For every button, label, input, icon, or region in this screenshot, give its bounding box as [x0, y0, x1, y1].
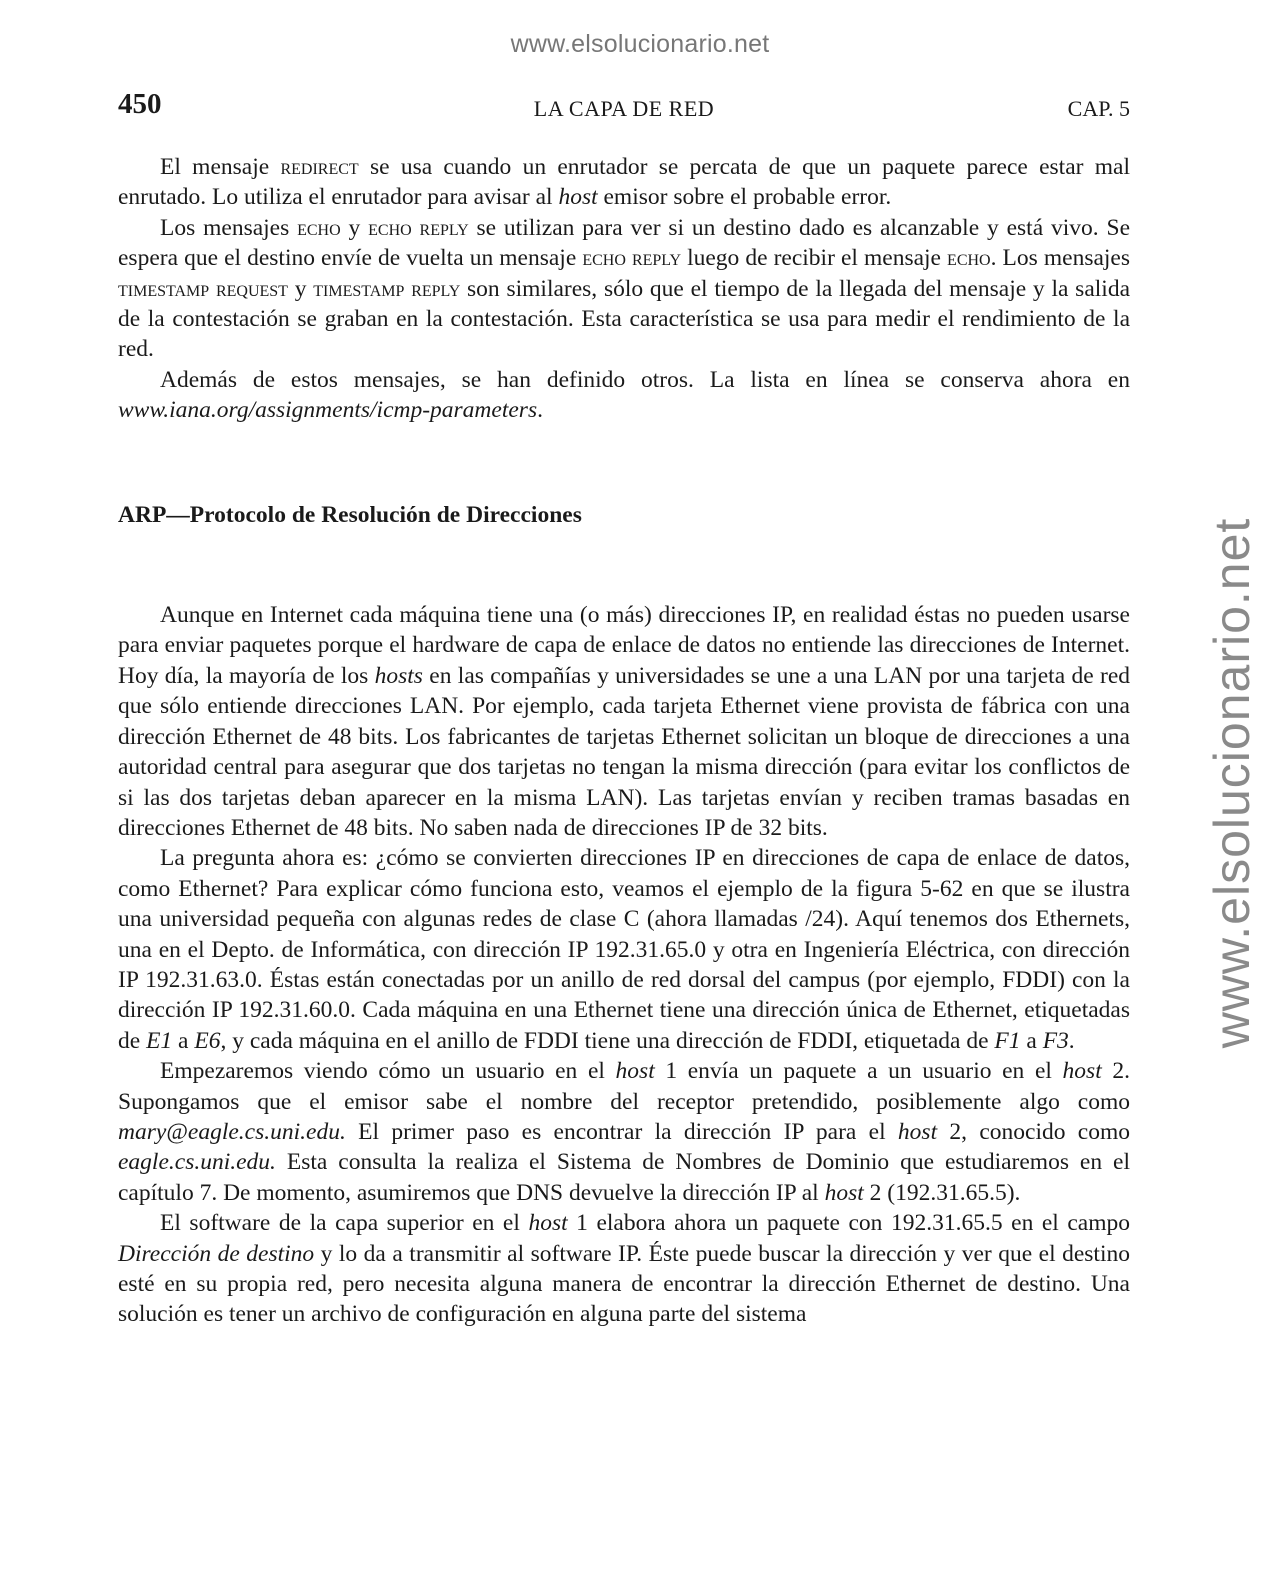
small-caps-term: timestamp request	[118, 275, 288, 302]
text-run: y lo da a transmitir al software IP. Éste puede buscar la dirección y ver que el destino esté en su propia red, pero necesita alguna manera de encontrar la dirección Ethernet de destino. Una solución es tener un archivo de configuración en alguna parte del sistema	[118, 1240, 1130, 1328]
text-run: Esta consulta la realiza el Sistema de Nombres de Dominio que estudiaremos en el capítulo 7. De momento, asumiremos que DNS devuelve la dirección IP al	[118, 1149, 1130, 1206]
text-run: El mensaje	[160, 154, 281, 180]
paragraph-arp-software	[118, 1208, 1130, 1330]
paragraph-other-messages	[118, 365, 1130, 426]
spacer	[118, 426, 1130, 500]
paragraph-echo	[118, 213, 1130, 365]
paragraph-arp-question	[118, 843, 1130, 1056]
watermark-top: www.elsolucionario.net	[510, 30, 770, 58]
italic-url: www.iana.org/assignments/icmp-parameters	[118, 397, 538, 424]
section-heading: ARP—Protocolo de Resolución de Direcciones	[118, 501, 582, 528]
text-run: 2. Supongamos que el emisor sabe el nombre del receptor pretendido, posiblemente algo como	[118, 1058, 1130, 1115]
paragraph-redirect	[118, 152, 1130, 213]
text-run: . Los mensajes	[990, 245, 1130, 272]
watermark-side: www.elsolucionario.net	[1204, 517, 1260, 1049]
italic-term: host	[1062, 1058, 1102, 1085]
italic-term: Dirección de destino	[118, 1240, 315, 1267]
small-caps-term: echo reply	[582, 245, 682, 272]
chapter-reference: CAP. 5	[1067, 96, 1130, 121]
text-run: se usa cuando un enrutador se percata de que un paquete parece estar mal enrutado. Lo utiliza el enrutador para avisar al	[118, 154, 1130, 211]
running-title: LA CAPA DE RED	[533, 96, 715, 121]
italic-term: eagle.cs.uni.edu.	[118, 1149, 276, 1176]
small-caps-term: echo reply	[368, 214, 469, 241]
text-run: emisor sobre el probable error.	[597, 184, 892, 211]
text-run: a	[1020, 1027, 1043, 1054]
spacer	[118, 530, 1130, 600]
italic-term: host	[897, 1118, 938, 1145]
text-run: Los mensajes	[160, 214, 298, 241]
italic-term: mary@eagle.cs.uni.edu.	[118, 1118, 346, 1145]
italic-term: host	[558, 184, 598, 211]
italic-term: host	[615, 1058, 655, 1085]
text-run: .	[537, 397, 543, 424]
page-body	[118, 152, 1130, 1330]
small-caps-term: timestamp reply	[313, 275, 461, 302]
text-run: 2, conocido como	[937, 1118, 1131, 1145]
text-run: Aunque en Internet cada máquina tiene una (o más) direcciones IP, en realidad éstas no pueden usarse para enviar paquetes porque el hardware de capa de enlace de datos no entiende las direcciones de Internet. Hoy día, la mayoría de los	[118, 602, 1130, 689]
italic-term: host	[528, 1210, 568, 1237]
small-caps-term: echo	[947, 245, 991, 272]
text-run: son similares, sólo que el tiempo de la llegada del mensaje y la salida de la contestación se graban en la contestación. Esta característica se usa para medir el rendimiento de la red.	[118, 275, 1130, 363]
text-run: luego de recibir el mensaje	[681, 245, 948, 272]
text-run: 1 elabora ahora un paquete con 192.31.65.5 en el campo	[567, 1210, 1130, 1237]
text-run: a	[172, 1027, 195, 1054]
text-run: La pregunta ahora es: ¿cómo se convierten direcciones IP en direcciones de capa de enlace de datos, como Ethernet? Para explicar cómo funciona esto, veamos el ejemplo de la figura 5-62 en que se ilustra una universidad pequeña con algunas redes de clase C (ahora llamadas /24). Aquí tenemos dos Ethernets, una en el Depto. de Informática, con dirección IP 192.31.65.0 y otra en Ingeniería Eléctrica, con dirección IP 192.31.63.0. Éstas están conectadas por un anillo de red dorsal del campus (por ejemplo, FDDI) con la dirección IP 192.31.60.0. Cada máquina en una Ethernet tiene una dirección única de Ethernet, etiquetadas de	[118, 845, 1130, 1054]
italic-term: E6	[194, 1027, 221, 1054]
italic-term: host	[824, 1179, 864, 1206]
page-number: 450	[118, 88, 162, 120]
text-run: Empezaremos viendo cómo un usuario en el	[160, 1058, 616, 1085]
page-header	[118, 88, 1130, 128]
text-run: y	[340, 214, 369, 241]
text-run: El software de la capa superior en el	[160, 1210, 529, 1237]
text-run: y	[287, 275, 314, 302]
paragraph-arp-intro	[118, 600, 1130, 843]
text-run: El primer paso es encontrar la dirección IP para el	[345, 1118, 898, 1145]
small-caps-term: redirect	[280, 154, 359, 180]
text-run: .	[1068, 1027, 1075, 1054]
small-caps-term: echo	[297, 214, 341, 241]
text-run: , y cada máquina en el anillo de FDDI tiene una dirección de FDDI, etiquetada de	[220, 1027, 995, 1054]
text-run: 2 (192.31.65.5).	[863, 1179, 1021, 1206]
text-run: en las compañías y universidades se une a una LAN por una tarjeta de red que sólo entiende direcciones LAN. Por ejemplo, cada tarjeta Ethernet viene provista de fábrica con una dirección Ethernet de 48 bits. Los fabricantes de tarjetas Ethernet solicitan un bloque de direcciones a una autoridad central para asegurar que dos tarjetas no tengan la misma dirección (para evitar los conflictos de si las dos tarjetas deban aparecer en la misma LAN). Las tarjetas envían y reciben tramas basadas en direcciones Ethernet de 48 bits. No saben nada de direcciones IP de 32 bits.	[118, 662, 1130, 841]
text-run: Además de estos mensajes, se han definido otros. La lista en línea se conserva ahora en	[160, 366, 1130, 393]
text-run: 1 envía un paquete a un usuario en el	[654, 1058, 1063, 1085]
italic-term: E1	[146, 1027, 173, 1054]
italic-term: hosts	[374, 662, 423, 689]
paragraph-arp-example	[118, 1056, 1130, 1208]
text-run: se utilizan para ver si un destino dado es alcanzable y está vivo. Se espera que el destino envíe de vuelta un mensaje	[118, 214, 1131, 272]
italic-term: F3	[1042, 1027, 1069, 1054]
italic-term: F1	[994, 1027, 1021, 1054]
